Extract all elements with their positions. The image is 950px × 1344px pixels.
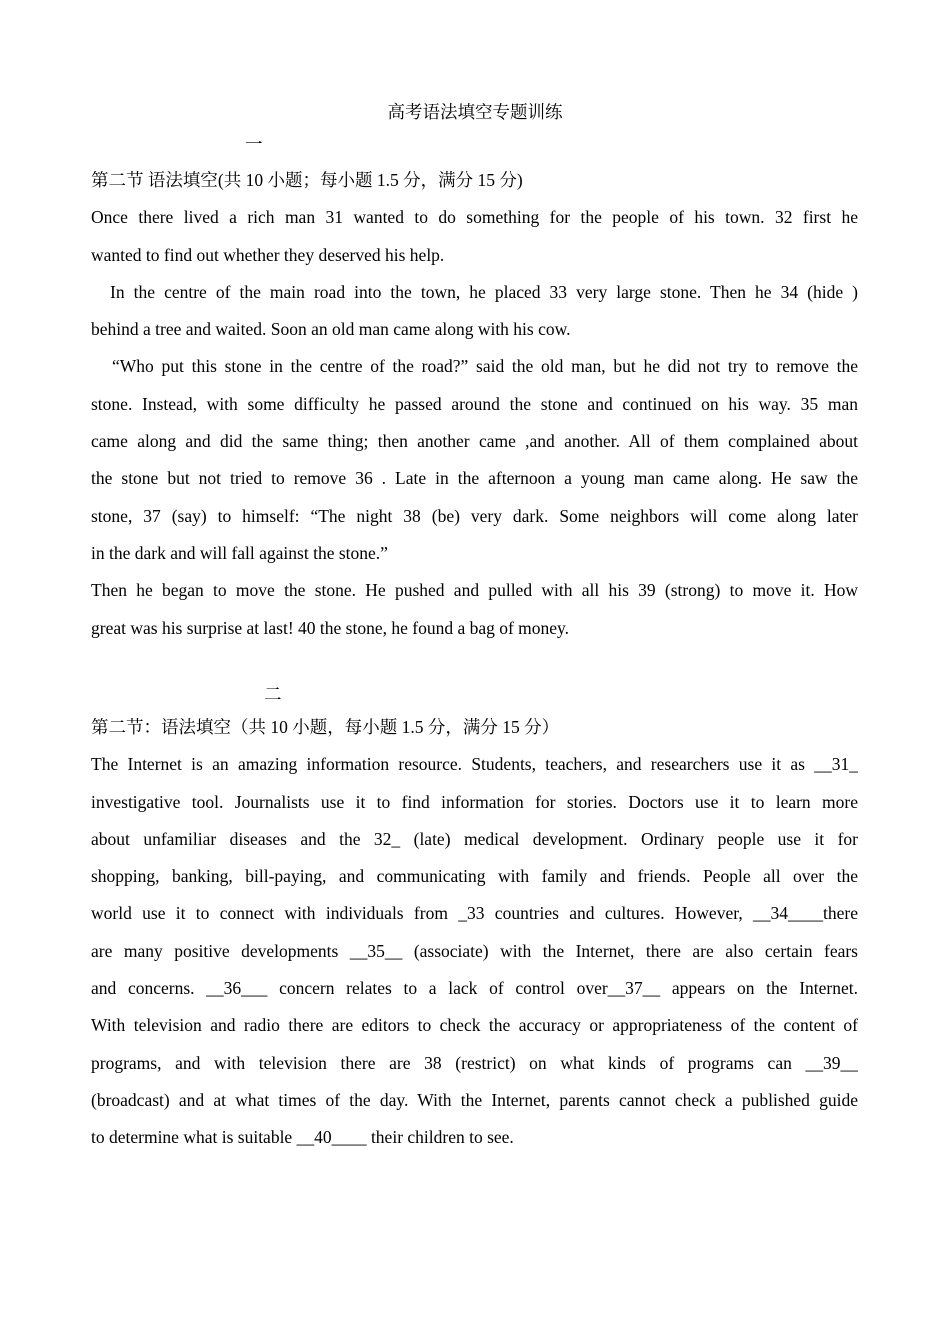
passage-line: came along and did the same thing; then another came ,and another. All of them complained about — [91, 431, 858, 452]
section-1-heading: 第二节 语法填空(共 10 小题；每小题 1.5 分，满分 15 分) — [91, 170, 523, 190]
passage-line: about unfamiliar diseases and the 32_ (late) medical development. Ordinary people use it for — [91, 828, 858, 849]
passage-line: With television and radio there are editors to check the accuracy or appropriateness of the content of — [91, 1015, 858, 1036]
passage-line: programs, and with television there are 38 (restrict) on what kinds of programs can __39__ — [91, 1052, 858, 1073]
passage-line: “Who put this stone in the centre of the road?” said the old man, but he did not try to remove the — [112, 356, 858, 377]
passage-line: Once there lived a rich man 31 wanted to do something for the people of his town. 32 first he — [91, 207, 858, 228]
passage-line: in the dark and will fall against the stone.” — [91, 542, 388, 563]
section-2-heading: 第二节：语法填空（共 10 小题，每小题 1.5 分，满分 15 分） — [91, 717, 560, 737]
document-title: 高考语法填空专题训练 — [387, 102, 563, 122]
section-2-passage — [91, 709, 858, 1157]
passage-line: shopping, banking, bill-paying, and communicating with family and friends. People all over the — [91, 866, 858, 887]
passage-line: (broadcast) and at what times of the day. With the Internet, parents cannot check a published guide — [91, 1089, 858, 1110]
passage-line: stone. Instead, with some difficulty he passed around the stone and continued on his way. 35 man — [91, 393, 858, 414]
passage-line: are many positive developments __35__ (associate) with the Internet, there are also certain fears — [91, 940, 858, 961]
passage-line: stone, 37 (say) to himself: “The night 38 (be) very dark. Some neighbors will come along later — [91, 505, 858, 526]
passage-line: world use it to connect with individuals from _33 countries and cultures. However, __34____there — [91, 903, 858, 924]
section-number-1: 一 — [245, 134, 263, 154]
passage-line: and concerns. __36___ concern relates to a lack of control over__37__ appears on the Internet. — [91, 978, 858, 999]
passage-line: the stone but not tried to remove 36 . Late in the afternoon a young man came along. He saw the — [91, 468, 858, 489]
passage-line: wanted to find out whether they deserved his help. — [91, 244, 445, 265]
passage-line: The Internet is an amazing information resource. Students, teachers, and researchers use it as __31_ — [91, 754, 858, 775]
passage-line: investigative tool. Journalists use it to find information for stories. Doctors use it to learn more — [91, 791, 858, 812]
passage-line: In the centre of the main road into the town, he placed 33 very large stone. Then he 34 (hide ) — [110, 281, 858, 302]
section-number-2: 二 — [264, 684, 282, 704]
passage-line: behind a tree and waited. Soon an old man came along with his cow. — [91, 319, 571, 340]
section-1-passage — [91, 162, 858, 647]
passage-line: Then he began to move the stone. He pushed and pulled with all his 39 (strong) to move it. How — [91, 580, 858, 601]
passage-line: to determine what is suitable __40____ their children to see. — [91, 1127, 514, 1148]
passage-line: great was his surprise at last! 40 the stone, he found a bag of money. — [91, 617, 570, 638]
